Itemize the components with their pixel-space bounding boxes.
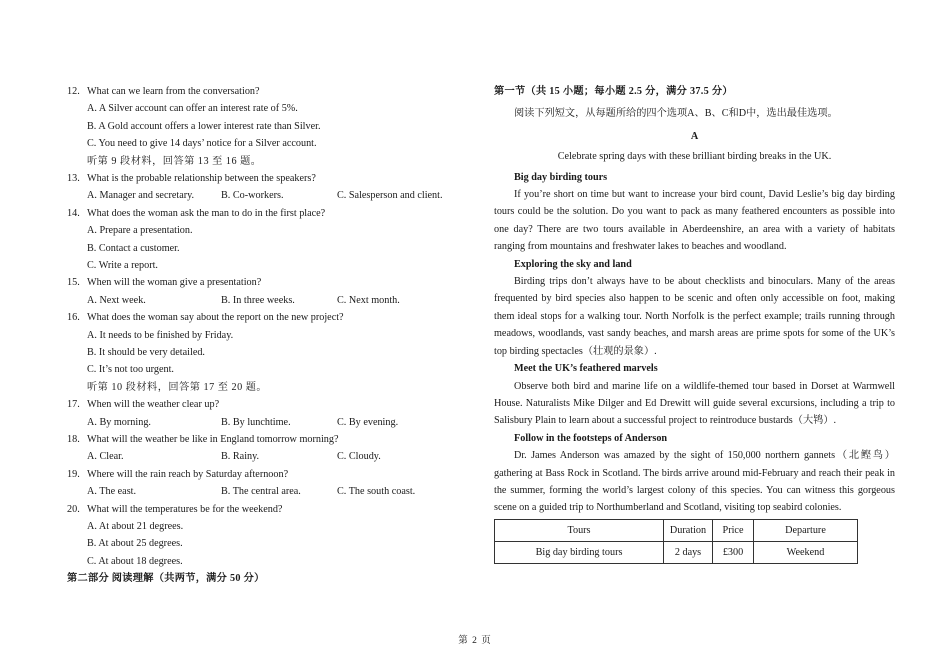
option: C. The south coast. — [337, 486, 416, 498]
option: A. Prepare a presentation. — [87, 225, 193, 237]
paragraph: If you’re short on time but want to increase your bird count, David Leslie’s big day birding tours could be the solution. Do you want to pack as many feathered encounters as possible into one day? There are two tours available in Aberdeenshire, an area with a variety of habitats ranging from mountains and freshwater lakes to beaches and woodland. — [494, 189, 895, 253]
subheading: Meet the UK’s feathered marvels — [514, 363, 658, 375]
question-20 — [67, 501, 467, 518]
question-text: When will the woman give a presentation? — [87, 277, 262, 289]
question-number: 13. — [67, 173, 80, 185]
question-text: What is the probable relationship between the speakers? — [87, 173, 316, 185]
question-number: 15. — [67, 277, 80, 289]
option-row — [67, 483, 467, 500]
question-14 — [67, 205, 467, 222]
passage-subtitle: Celebrate spring days with these brilliant birding breaks in the UK. — [557, 151, 832, 163]
question-number: 18. — [67, 434, 80, 446]
option: A. The east. — [87, 486, 137, 498]
question-number: 20. — [67, 503, 80, 515]
left-column — [67, 83, 467, 588]
table-cell: 2 days — [664, 541, 713, 563]
option: C. Write a report. — [87, 260, 158, 272]
option: B. The central area. — [221, 486, 301, 498]
option: A. A Silver account can offer an interest rate of 5%. — [87, 103, 298, 115]
question-number: 19. — [67, 468, 80, 480]
table-header: Tours — [495, 519, 664, 541]
subheading: Follow in the footsteps of Anderson — [514, 432, 668, 444]
table-header: Duration — [664, 519, 713, 541]
option: A. Next week. — [87, 294, 146, 306]
option-row — [67, 448, 467, 465]
table-header: Price — [713, 519, 754, 541]
question-text: What will the weather be like in England tomorrow morning? — [87, 434, 339, 446]
option-row — [67, 187, 467, 204]
passage-letter: A — [690, 130, 699, 142]
option: C. By evening. — [337, 416, 399, 428]
option: A. By morning. — [87, 416, 151, 428]
question-text: What can we learn from the conversation? — [87, 86, 260, 97]
table-row — [495, 541, 858, 563]
listening-instruction: 听第 9 段材料，回答第 13 至 16 题。 — [87, 155, 262, 167]
question-text: Where will the rain reach by Saturday afternoon? — [87, 468, 289, 480]
table-header-row — [495, 519, 858, 541]
option: C. Cloudy. — [337, 451, 381, 463]
question-19 — [67, 466, 467, 483]
option: C. Next month. — [337, 294, 400, 306]
option: B. Contact a customer. — [87, 242, 180, 254]
instruction: 阅读下列短文，从每题所给的四个选项A、B、C和D中，选出最佳选项。 — [514, 108, 838, 120]
option: C. Salesperson and client. — [337, 190, 443, 202]
option: B. At about 25 degrees. — [87, 538, 183, 550]
tours-table — [494, 519, 858, 564]
question-number: 17. — [67, 399, 80, 411]
option: B. In three weeks. — [221, 294, 295, 306]
table-cell: £300 — [713, 541, 754, 563]
paragraph: Dr. James Anderson was amazed by the sight of 150,000 northern gannets（北鲣鸟）gathering at Bass Rock in Scotland. The birds arrive around mid-February and reach their peak in the summer, forming the world’s largest colony of this species. You can witness this gorgeous scene on a guided trip to Northumberland and Scotland, visiting top seabird colonies. — [494, 450, 895, 514]
option: B. It should be very detailed. — [87, 347, 205, 359]
option: C. You need to give 14 days’ notice for a Silver account. — [87, 138, 317, 150]
option-row — [67, 414, 467, 431]
subheading: Big day birding tours — [514, 171, 608, 183]
question-text: What does the woman ask the man to do in the first place? — [87, 207, 326, 219]
option: C. At about 18 degrees. — [87, 555, 183, 567]
section-heading: 第一节（共 15 小题；每小题 2.5 分，满分 37.5 分） — [494, 86, 733, 97]
option: B. Co-workers. — [221, 190, 284, 202]
table-header: Departure — [754, 519, 858, 541]
question-17 — [67, 396, 467, 413]
table-cell: Big day birding tours — [495, 541, 664, 563]
option-row — [67, 292, 467, 309]
question-text: What does the woman say about the report on the new project? — [87, 312, 344, 324]
option: B. Rainy. — [221, 451, 260, 463]
paragraph: Observe both bird and marine life on a wildlife-themed tour based in Dorset at Warmwell House. Naturalists Mike Dilger and Ed Drewitt will guide several excursions, including a trip to Salisbury Plain to learn about a successful project to reintroduce bustards（大鸨）. — [494, 380, 895, 427]
right-column — [494, 83, 895, 564]
option: B. By lunchtime. — [221, 416, 291, 428]
question-12 — [67, 83, 467, 100]
subheading: Exploring the sky and land — [514, 258, 632, 270]
option: A. Manager and secretary. — [87, 190, 195, 202]
question-number: 12. — [67, 86, 80, 97]
question-18 — [67, 431, 467, 448]
option: A. It needs to be finished by Friday. — [87, 329, 234, 341]
listening-instruction: 听第 10 段材料，回答第 17 至 20 题。 — [87, 381, 268, 393]
question-number: 16. — [67, 312, 80, 324]
option: A. At about 21 degrees. — [87, 521, 184, 533]
part-two-heading: 第二部分 阅读理解（共两节，满分 50 分） — [67, 573, 265, 585]
option: C. It’s not too urgent. — [87, 364, 174, 376]
question-13 — [67, 170, 467, 187]
option: B. A Gold account offers a lower interest rate than Silver. — [87, 120, 321, 132]
question-number: 14. — [67, 207, 80, 219]
question-text: When will the weather clear up? — [87, 399, 220, 411]
question-16 — [67, 309, 467, 326]
question-15 — [67, 274, 467, 291]
page-number: 第 2 页 — [458, 636, 492, 646]
table-cell: Weekend — [754, 541, 858, 563]
paragraph: Birding trips don’t always have to be about checklists and binoculars. Many of the areas frequented by bird species also happen to be scenic and often only accessible on foot, making them ideal stops for a walking tour. North Norfolk is the perfect example; trails running through meadows, woodlands, vast sandy beaches, and marsh areas are prime spots for some of the UK’s top birding spectacles（壮观的景象）. — [494, 276, 895, 357]
option: A. Clear. — [87, 451, 124, 463]
question-text: What will the temperatures be for the weekend? — [87, 503, 283, 515]
